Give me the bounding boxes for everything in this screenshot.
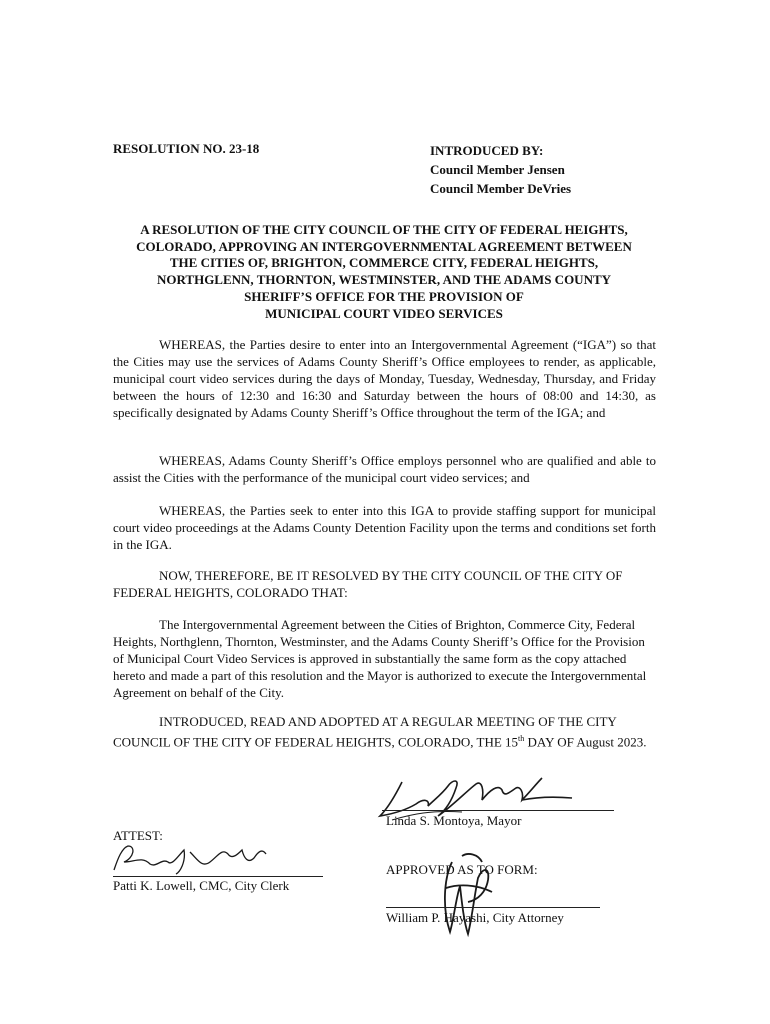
clerk-signature-line [113,876,323,877]
whereas-paragraph-2: WHEREAS, Adams County Sheriff’s Office employs personnel who are qualified and able to assist the Cities with the performance of the municipal court video services; and [113,453,656,485]
title-line: A RESOLUTION OF THE CITY COUNCIL OF THE CITY OF FEDERAL HEIGHTS, [140,222,628,237]
whereas-paragraph-3: WHEREAS, the Parties seek to enter into this IGA to provide staffing support for municipal court video proceedings at the Adams County Detention Facility upon the terms and conditions set forth in the IGA. [113,503,656,552]
mayor-signature-line [382,810,614,811]
clerk-signature [106,840,276,880]
mayor-name: Linda S. Montoya, Mayor [386,813,522,828]
attorney-signature-line [386,907,600,908]
title-line: SHERIFF’S OFFICE FOR THE PROVISION OF [244,288,524,304]
sponsor-2: Council Member DeVries [430,181,572,196]
attest-label: ATTEST: [113,828,163,843]
resolution-number: RESOLUTION NO. 23-18 [113,141,260,156]
introduced-by-block [430,141,571,198]
title-line: NORTHGLENN, THORNTON, WESTMINSTER, AND THE ADAMS COUNTY [156,272,612,288]
title-line: MUNICIPAL COURT VIDEO SERVICES [265,305,503,321]
attorney-signature [438,848,496,940]
title-line: THE CITIES OF, BRIGHTON, COMMERCE CITY, FEDERAL HEIGHTS, [169,255,599,271]
resolution-title [110,222,658,322]
attorney-name: William P. Hayashi, City Attorney [386,910,564,925]
whereas-paragraph-1: WHEREAS, the Parties desire to enter into an Intergovernmental Agreement (“IGA”) so that the Cities may use the services of Adams County Sheriff’s Office employees to render, as applicable, municipal court video services during the days of Monday, Tuesday, Wednesday, Thursday, and Friday between the hours of 12:30 and 16:30 and Saturday between the hours of 08:00 and 14:30, as specifically designated by Adams County Sheriff’s Office throughout the term of the IGA; and [113,337,656,420]
introduced-by-heading: INTRODUCED BY: [430,143,544,158]
resolved-paragraph: NOW, THEREFORE, BE IT RESOLVED BY THE CITY COUNCIL OF THE CITY OF FEDERAL HEIGHTS, COLORADO THAT: [113,568,623,600]
sponsor-1: Council Member Jensen [430,162,565,177]
resolution-body-paragraph: The Intergovernmental Agreement between the Cities of Brighton, Commerce City, Federal Heights, Northglenn, Thornton, Westminster, and the Adams County Sheriff’s Office for the Provision of Municipal Court Video Services is approved in substantially the same form as the copy attached hereto and made a part of this resolution and the Mayor is authorized to execute the Intergovernmental Agreement on behalf of the City. [113,617,647,700]
title-line: COLORADO, APPROVING AN INTERGOVERNMENTAL AGREEMENT BETWEEN [136,238,632,254]
clerk-name: Patti K. Lowell, CMC, City Clerk [113,878,290,893]
adoption-paragraph: INTRODUCED, READ AND ADOPTED AT A REGULAR MEETING OF THE CITY COUNCIL OF THE CITY OF FEDERAL HEIGHTS, COLORADO, THE 15th DAY OF August 2023. [113,714,647,750]
approved-as-to-form-label: APPROVED AS TO FORM: [386,862,538,877]
